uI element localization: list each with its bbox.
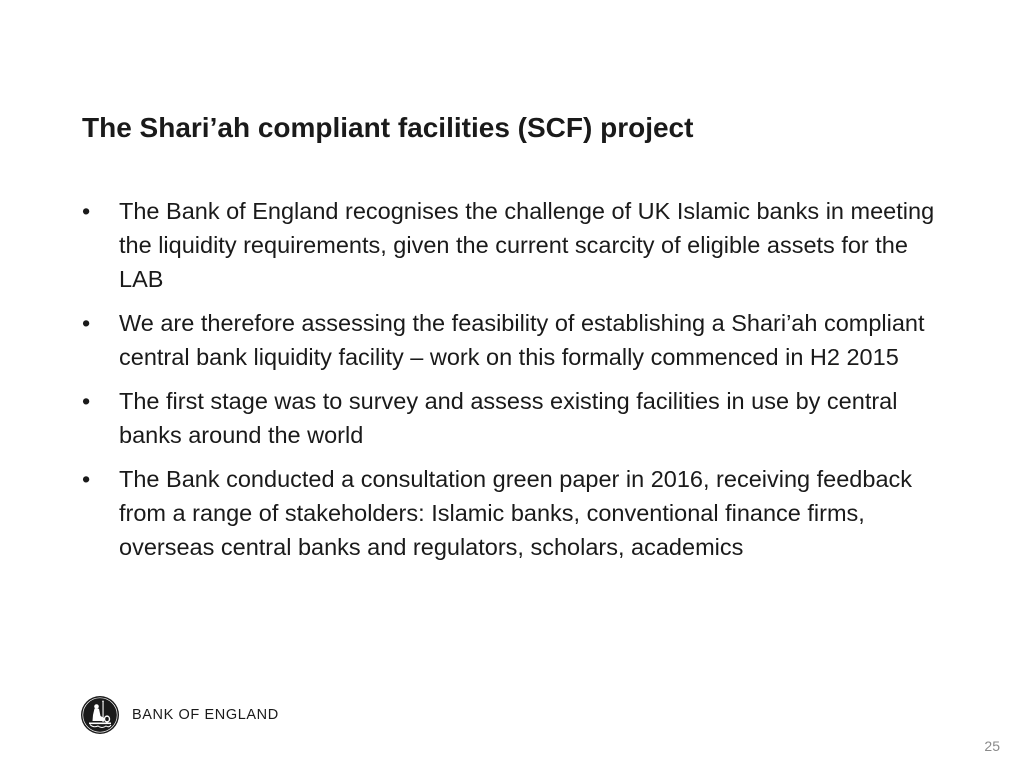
bullet-icon: • [82,198,91,224]
bullet-list [82,194,942,574]
bank-of-england-crest-icon [80,695,120,735]
bullet-item [82,194,942,296]
bullet-text: We are therefore assessing the feasibility of establishing a Shari’ah compliant central bank liquidity facility – work on this formally commenced in H2 2015 [119,310,925,370]
bullet-text: The Bank conducted a consultation green paper in 2016, receiving feedback from a range of stakeholders: Islamic banks, conventional finance firms, overseas central banks and regulators, scholars, academics [119,466,913,560]
bullet-text: The first stage was to survey and assess existing facilities in use by central banks around the world [119,388,898,448]
logo-text: BANK OF ENGLAND [132,707,279,723]
slide-title: The Shari’ah compliant facilities (SCF) project [82,112,694,143]
bullet-icon: • [82,388,91,414]
bullet-icon: • [82,310,91,336]
bullet-item [82,384,942,452]
page-number: 25 [984,738,1000,754]
bullet-item [82,462,942,564]
bullet-text: The Bank of England recognises the challenge of UK Islamic banks in meeting the liquidity requirements, given the current scarcity of eligible assets for the LAB [119,198,935,292]
bullet-item [82,306,942,374]
bullet-icon: • [82,466,91,492]
bank-of-england-logo [80,694,279,736]
